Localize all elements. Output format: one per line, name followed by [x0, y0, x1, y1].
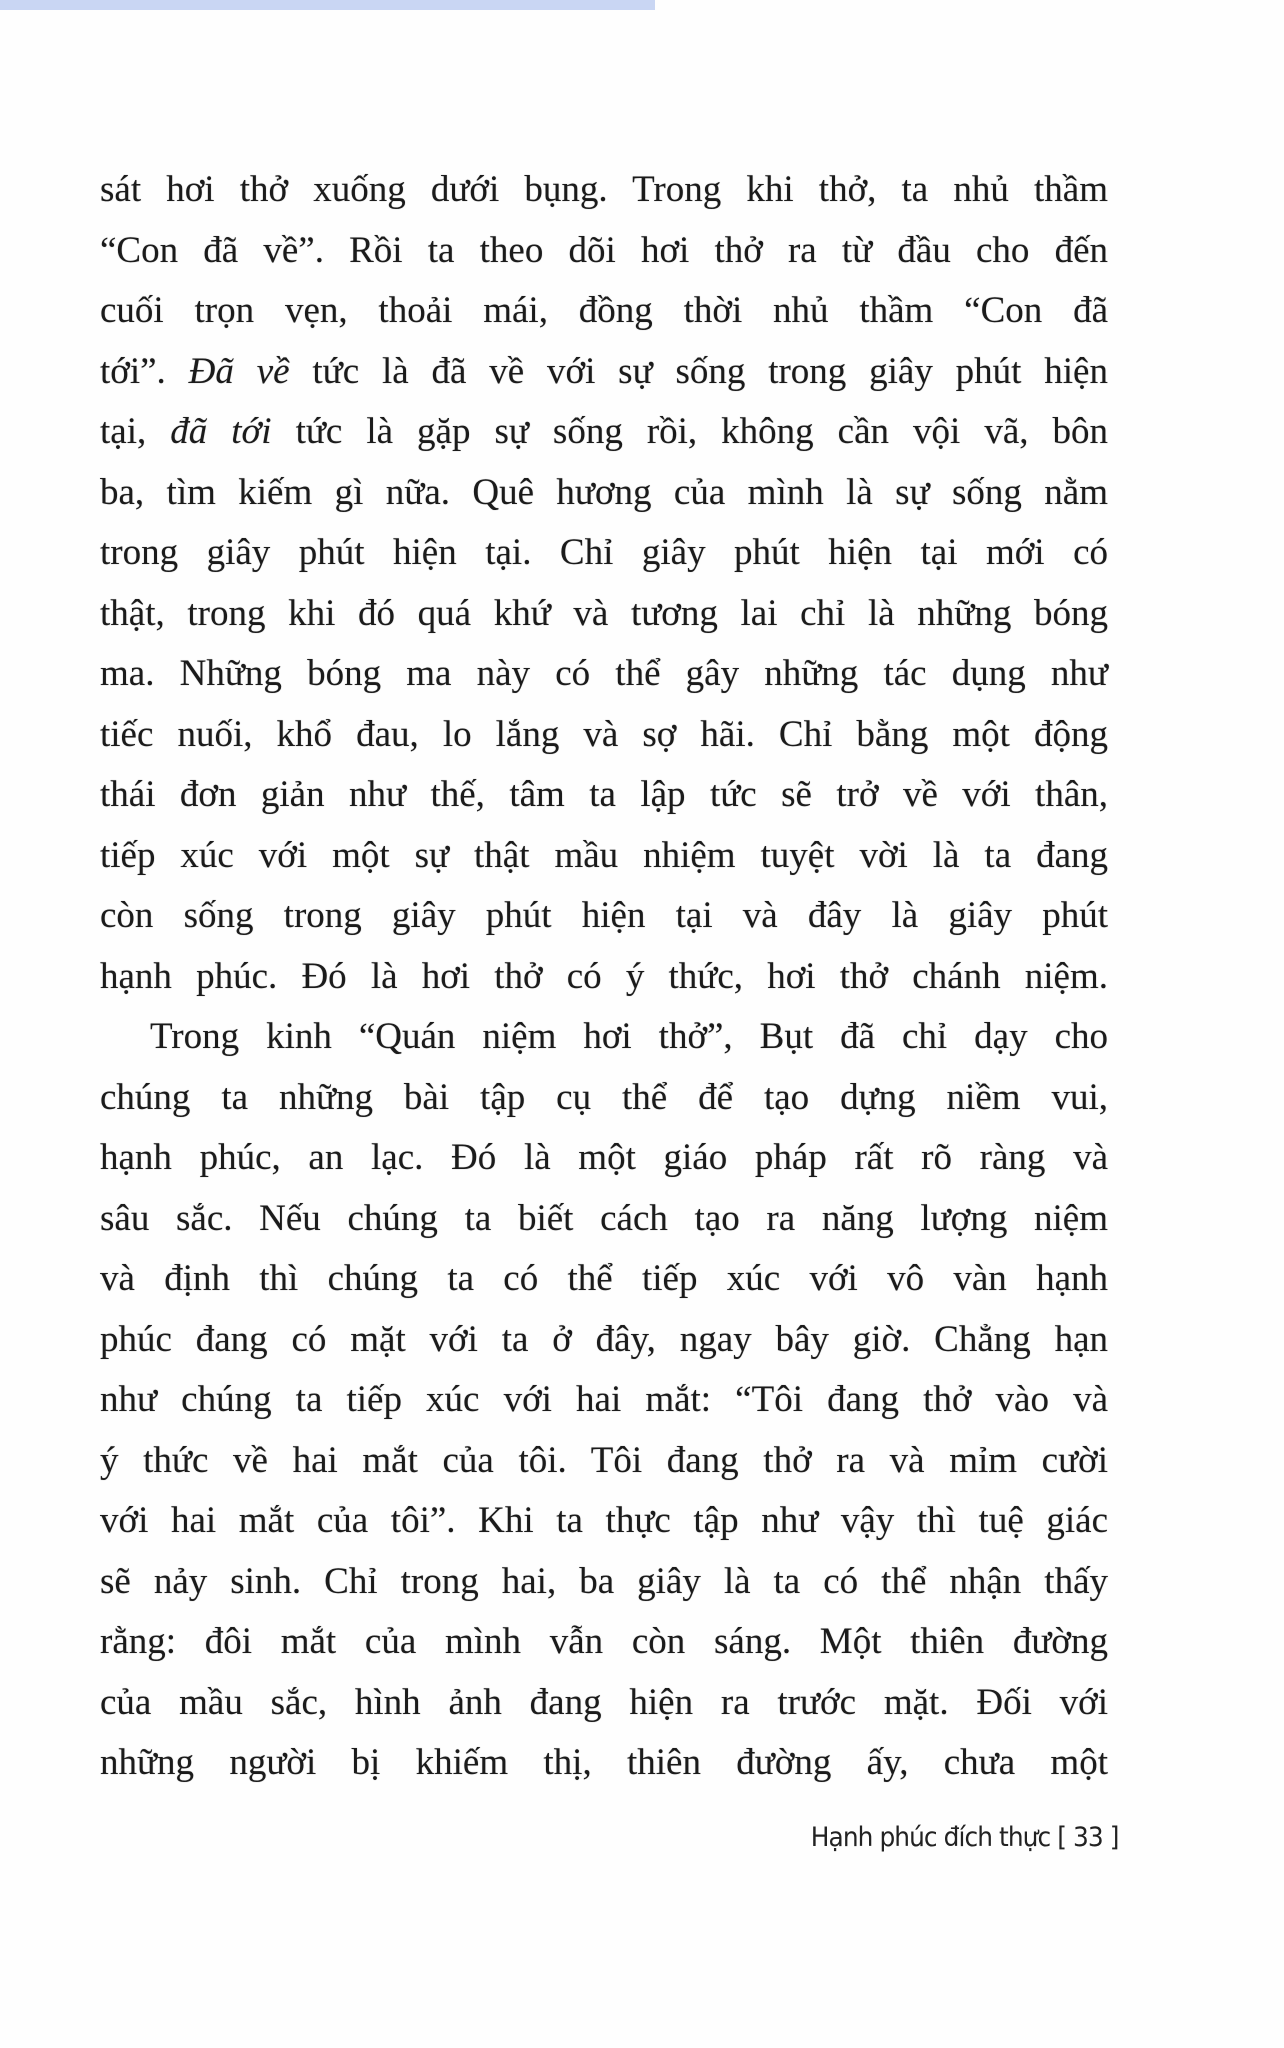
text-line: [100, 705, 1108, 766]
text-line: [100, 1370, 1108, 1431]
text-segment: rằng: đôi mắt của mình vẫn còn sáng. Một thiên đường: [100, 1621, 1108, 1662]
text-line: [100, 1189, 1108, 1250]
text-segment: thái đơn giản như thế, tâm ta lập tức sẽ trở về với thân,: [100, 774, 1108, 815]
text-segment: phúc đang có mặt với ta ở đây, ngay bây giờ. Chẳng hạn: [100, 1318, 1108, 1360]
text-line: [100, 463, 1108, 524]
text-segment: tới”.: [100, 350, 189, 392]
text-line: [100, 342, 1108, 403]
text-segment: chúng ta những bài tập cụ thể để tạo dựng niềm vui,: [100, 1076, 1108, 1118]
text-line: [100, 1068, 1108, 1129]
text-segment: cuối trọn vẹn, thoải mái, đồng thời nhủ thầm “Con đã: [100, 290, 1108, 331]
text-segment: tức là gặp sự sống rồi, không cần vội vã, bôn: [271, 411, 1108, 452]
text-line: [100, 523, 1108, 584]
text-line: [100, 584, 1108, 645]
text-line: [100, 1249, 1108, 1310]
text-line: [100, 886, 1108, 947]
text-line: [100, 402, 1108, 463]
page-number: [ 33 ]: [1056, 1822, 1118, 1853]
text-line: [100, 1491, 1108, 1552]
text-segment: sẽ nảy sinh. Chỉ trong hai, ba giây là ta có thể nhận thấy: [100, 1560, 1108, 1602]
text-segment: hạnh phúc. Đó là hơi thở có ý thức, hơi thở chánh niệm.: [100, 955, 1108, 997]
page-footer: [810, 1822, 1118, 1853]
text-segment: tiếp xúc với một sự thật mầu nhiệm tuyệt vời là ta đang: [100, 834, 1108, 876]
text-segment: và định thì chúng ta có thể tiếp xúc với vô vàn hạnh: [100, 1258, 1108, 1299]
text-segment: sát hơi thở xuống dưới bụng. Trong khi thở, ta nhủ thầm: [100, 169, 1108, 210]
body-text: [100, 160, 1108, 1794]
text-line: [100, 1128, 1108, 1189]
scan-edge-bar: [0, 0, 655, 10]
italic-text: Đã về: [188, 350, 290, 392]
text-segment: trong giây phút hiện tại. Chỉ giây phút hiện tại mới có: [100, 532, 1108, 573]
running-title: Hạnh phúc đích thực: [810, 1822, 1050, 1853]
text-line: [100, 765, 1108, 826]
text-segment: tức là đã về với sự sống trong giây phút hiện: [289, 350, 1108, 392]
text-segment: thật, trong khi đó quá khứ và tương lai chỉ là những bóng: [100, 592, 1108, 634]
text-segment: ý thức về hai mắt của tôi. Tôi đang thở ra và mỉm cười: [100, 1439, 1108, 1481]
italic-text: đã tới: [170, 411, 272, 452]
text-line: [100, 826, 1108, 887]
text-line: [100, 160, 1108, 221]
text-segment: tại,: [100, 411, 171, 452]
text-line: [100, 947, 1108, 1008]
text-line: [100, 1733, 1108, 1794]
text-line: [100, 1310, 1108, 1371]
text-segment: “Con đã về”. Rồi ta theo dõi hơi thở ra từ đầu cho đến: [100, 229, 1108, 271]
text-line: [100, 221, 1108, 282]
text-segment: với hai mắt của tôi”. Khi ta thực tập như vậy thì tuệ giác: [100, 1500, 1108, 1541]
text-line: [100, 1552, 1108, 1613]
text-line: [100, 1007, 1108, 1068]
text-line: [100, 1431, 1108, 1492]
text-segment: còn sống trong giây phút hiện tại và đây là giây phút: [100, 895, 1108, 936]
text-line: [100, 281, 1108, 342]
text-segment: của mầu sắc, hình ảnh đang hiện ra trước mặt. Đối với: [100, 1681, 1108, 1723]
text-segment: sâu sắc. Nếu chúng ta biết cách tạo ra năng lượng niệm: [100, 1197, 1108, 1239]
text-line: [100, 1673, 1108, 1734]
text-segment: như chúng ta tiếp xúc với hai mắt: “Tôi đang thở vào và: [100, 1379, 1108, 1420]
text-segment: ma. Những bóng ma này có thể gây những tác dụng như: [100, 653, 1108, 694]
text-line: [100, 644, 1108, 705]
text-segment: Trong kinh “Quán niệm hơi thở”, Bụt đã chỉ dạy cho: [150, 1016, 1108, 1057]
text-segment: tiếc nuối, khổ đau, lo lắng và sợ hãi. Chỉ bằng một động: [100, 713, 1108, 755]
text-segment: hạnh phúc, an lạc. Đó là một giáo pháp rất rõ ràng và: [100, 1137, 1108, 1178]
text-line: [100, 1612, 1108, 1673]
text-segment: những người bị khiếm thị, thiên đường ấy, chưa một: [100, 1742, 1108, 1783]
text-segment: ba, tìm kiếm gì nữa. Quê hương của mình là sự sống nằm: [100, 471, 1108, 513]
